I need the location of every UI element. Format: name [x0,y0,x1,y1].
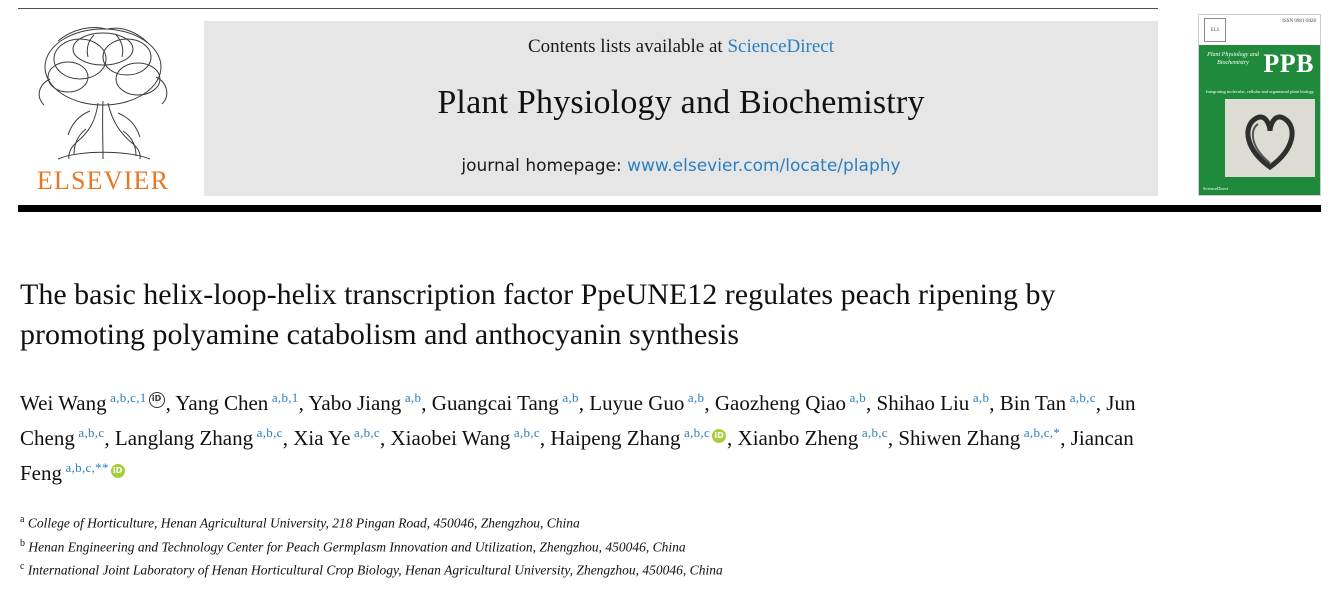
author-name: Yabo Jiang [308,391,402,415]
journal-homepage-link[interactable]: www.elsevier.com/locate/plaphy [627,156,901,176]
author-name: Guangcai Tang [431,391,559,415]
elsevier-logo [18,14,188,196]
author-affiliation-marker: a,b [846,390,867,405]
masthead-top-rule [18,8,1158,9]
affiliation-item [20,510,1150,534]
author-affiliation-marker: a,b [969,390,990,405]
author-entry [308,391,431,415]
author-list [20,383,1150,488]
cover-journal-title: Plant Physiology and Biochemistry [1207,52,1259,66]
contents-available-line [204,36,1158,58]
author-separator: , [1060,426,1071,450]
author-entry [20,391,175,415]
contents-prefix: Contents lists available at [527,36,728,57]
affiliation-marker: c [20,561,25,572]
sciencedirect-link[interactable]: ScienceDirect [727,36,835,57]
orcid-icon[interactable] [149,392,165,408]
author-affiliation-marker: a,b,c [510,425,540,440]
author-affiliation-marker: a,b [401,390,422,405]
author-name: Jiancan Feng [20,426,1134,485]
author-name: Shiwen Zhang [898,426,1021,450]
author-name: Wei Wang [20,391,107,415]
journal-title: Plant Physiology and Biochemistry [437,84,925,121]
author-affiliation-marker: a,b,c,** [62,460,109,475]
author-entry [715,391,877,415]
author-entry [1000,391,1107,415]
affiliation-item [20,534,1150,558]
affiliation-marker: a [20,514,25,525]
author-separator: , [298,391,309,415]
author-affiliation-marker: a,b,1 [268,390,299,405]
cover-footer-text: ScienceDirect [1203,186,1229,191]
author-entry [589,391,715,415]
author-affiliation-marker: a,b,c [1066,390,1096,405]
author-name: Haipeng Zhang [550,426,681,450]
author-name: Shihao Liu [876,391,970,415]
author-separator: , [704,391,715,415]
author-separator: , [989,391,1000,415]
author-name: Jun Cheng [20,391,1136,450]
author-name: Luyue Guo [589,391,685,415]
author-separator: , [421,391,432,415]
author-name: Langlang Zhang [114,426,254,450]
author-separator: , [887,426,899,450]
author-entry [432,391,590,415]
affiliation-marker: b [20,537,25,549]
author-affiliation-marker: a,b,c,* [1020,425,1061,440]
author-entry [115,426,293,450]
author-affiliation-marker: a,b,c [680,425,711,440]
author-separator: , [165,391,176,415]
author-entry [391,426,551,450]
cover-artwork [1225,99,1315,177]
author-affiliation-marker: a,b,c [74,425,105,440]
author-name: Yang Chen [175,391,269,415]
author-name: Xia Ye [293,426,351,450]
affiliation-text: Henan Engineering and Technology Center for Peach Germplasm Innovation and Utilization, Zhengzhou, 450046, China [25,539,686,554]
author-entry [898,426,1070,450]
journal-homepage-line [204,156,1158,176]
homepage-prefix: journal homepage: [461,156,628,176]
elsevier-tree-icon [28,19,178,164]
masthead-bottom-rule [18,205,1321,212]
cover-elsevier-mini-logo: ELS [1204,18,1226,42]
author-entry [175,391,308,415]
author-entry [293,426,390,450]
author-affiliation-marker: a,b,c [858,425,888,440]
author-name: Xianbo Zheng [737,426,859,450]
author-entry [877,391,1000,415]
author-name: Xiaobei Wang [390,426,511,450]
author-affiliation-marker: a,b [558,390,579,405]
author-separator: , [380,426,391,450]
cover-journal-abbrev: PPB [1263,49,1314,78]
author-separator: , [282,426,294,450]
author-entry [550,426,737,450]
author-affiliation-marker: a,b,c [350,425,380,440]
author-affiliation-marker: a,b [684,390,705,405]
author-name: Gaozheng Qiao [714,391,847,415]
page-title: The basic helix-loop-helix transcription factor PpeUNE12 regulates peach ripening by promoting polyamine catabolism and anthocyanin synthesis [20,278,1056,351]
elsevier-wordmark: ELSEVIER [36,166,170,195]
author-separator: , [539,426,551,450]
affiliation-list [20,510,1150,581]
author-affiliation-marker: a,b,c,1 [106,390,147,405]
author-entry [738,426,899,450]
orcid-icon[interactable] [111,464,125,478]
journal-masthead [18,8,1321,198]
author-separator: , [578,391,590,415]
journal-band [204,21,1158,196]
affiliation-item [20,557,1150,581]
author-separator: , [727,426,738,450]
author-affiliation-marker: a,b,c [253,425,283,440]
author-name: Bin Tan [999,391,1067,415]
orcid-icon[interactable] [712,429,726,443]
article-head [20,275,1150,581]
author-separator: , [866,391,877,415]
author-separator: , [104,426,115,450]
author-separator: , [1095,391,1107,415]
affiliation-text: International Joint Laboratory of Henan Horticultural Crop Biology, Henan Agricultural University, Zhengzhou, 450046, China [24,562,723,578]
cover-issn: ISSN 0981-9428 [1282,19,1316,24]
affiliation-text: College of Horticulture, Henan Agricultural University, 218 Pingan Road, 450046, Zhengzhou, China [24,515,580,531]
cover-subtitle: Integrating molecular, cellular and organismal plant biology [1205,89,1315,94]
journal-cover-thumbnail [1198,14,1321,196]
